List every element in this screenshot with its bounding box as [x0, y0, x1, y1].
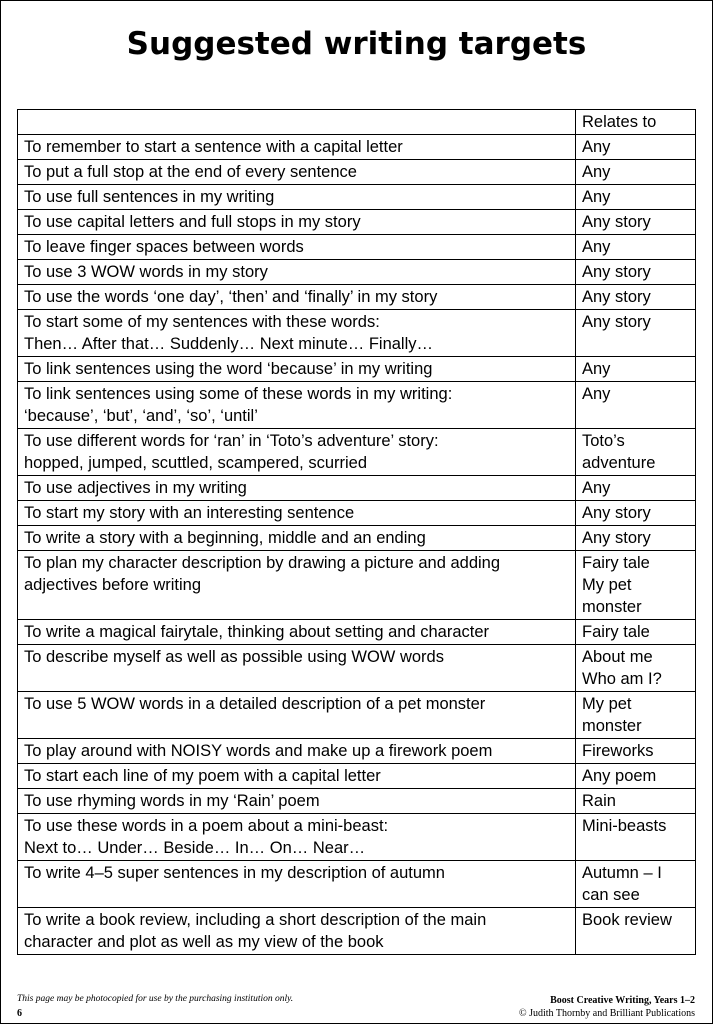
- target-description-cell: [18, 310, 576, 357]
- relates-to-cell: [576, 789, 696, 814]
- target-description-cell: [18, 429, 576, 476]
- target-description-text: To use full sentences in my writing: [24, 188, 275, 206]
- table-row: [18, 429, 696, 476]
- relates-to-text: Rain: [582, 792, 616, 810]
- relates-to-text: Book review: [582, 911, 672, 929]
- target-description-text: To use these words in a poem about a mini-beast:: [24, 817, 389, 835]
- relates-to-cell: [576, 210, 696, 235]
- relates-to-cell: [576, 692, 696, 739]
- table-row: [18, 285, 696, 310]
- relates-to-cell: [576, 135, 696, 160]
- relates-to-text: Any: [582, 163, 611, 181]
- target-description-text: To use the words ‘one day’, ‘then’ and ‘finally’ in my story: [24, 288, 438, 306]
- relates-to-cell: [576, 235, 696, 260]
- relates-to-cell: [576, 764, 696, 789]
- target-description-cell: [18, 135, 576, 160]
- relates-to-text: monster: [582, 598, 642, 616]
- relates-to-text: Any story: [582, 313, 651, 331]
- table-row: [18, 310, 696, 357]
- target-description-cell: [18, 861, 576, 908]
- header-cell-empty: [18, 110, 576, 135]
- relates-to-text: My pet: [582, 576, 632, 594]
- target-description-cell: [18, 908, 576, 955]
- table-row: [18, 551, 696, 620]
- relates-to-cell: [576, 551, 696, 620]
- target-description-text: To use 3 WOW words in my story: [24, 263, 268, 281]
- book-title: Boost Creative Writing, Years 1–2: [550, 995, 695, 1006]
- relates-to-cell: [576, 260, 696, 285]
- table-row: [18, 526, 696, 551]
- relates-to-text: Any: [582, 360, 611, 378]
- target-description-cell: [18, 551, 576, 620]
- target-description-text: To use adjectives in my writing: [24, 479, 247, 497]
- target-description-cell: [18, 235, 576, 260]
- target-description-text: To play around with NOISY words and make up a firework poem: [24, 742, 493, 760]
- page-number: 6: [17, 1008, 22, 1019]
- table-row: [18, 692, 696, 739]
- relates-to-text: Any story: [582, 504, 651, 522]
- target-description-cell: [18, 739, 576, 764]
- target-description-cell: [18, 501, 576, 526]
- table-row: [18, 160, 696, 185]
- relates-to-text: Any: [582, 238, 611, 256]
- target-description-text: To start my story with an interesting sentence: [24, 504, 355, 522]
- table-row: [18, 357, 696, 382]
- target-description-text: To use different words for ‘ran’ in ‘Toto’s adventure’ story:: [24, 432, 439, 450]
- target-description-text: To start each line of my poem with a capital letter: [24, 767, 381, 785]
- writing-targets-table: [17, 109, 696, 955]
- relates-to-text: adventure: [582, 454, 656, 472]
- target-description-cell: [18, 476, 576, 501]
- target-description-cell: [18, 285, 576, 310]
- relates-to-cell: [576, 645, 696, 692]
- relates-to-cell: [576, 310, 696, 357]
- target-description-cell: [18, 382, 576, 429]
- target-description-cell: [18, 789, 576, 814]
- target-description-cell: [18, 160, 576, 185]
- relates-to-cell: [576, 160, 696, 185]
- relates-to-cell: [576, 620, 696, 645]
- table-row: [18, 861, 696, 908]
- relates-to-text: Any: [582, 188, 611, 206]
- relates-to-text: monster: [582, 717, 642, 735]
- relates-to-text: Any story: [582, 529, 651, 547]
- target-description-cell: [18, 645, 576, 692]
- target-description-cell: [18, 764, 576, 789]
- relates-to-cell: [576, 861, 696, 908]
- target-description-text: To start some of my sentences with these words:: [24, 313, 380, 331]
- header-cell-relates-to: Relates to: [576, 110, 696, 135]
- relates-to-text: Any: [582, 385, 611, 403]
- relates-to-text: Toto’s: [582, 432, 625, 450]
- target-description-cell: [18, 210, 576, 235]
- relates-to-cell: [576, 526, 696, 551]
- table-row: [18, 135, 696, 160]
- target-description-cell: [18, 185, 576, 210]
- target-description-cell: [18, 526, 576, 551]
- target-description-text: hopped, jumped, scuttled, scampered, scurried: [24, 454, 368, 472]
- target-description-text: To link sentences using some of these words in my writing:: [24, 385, 453, 403]
- target-description-text: To write a book review, including a short description of the main: [24, 911, 487, 929]
- target-description-text: Next to… Under… Beside… In… On… Near…: [24, 839, 366, 857]
- target-description-text: To plan my character description by drawing a picture and adding: [24, 554, 501, 572]
- relates-to-cell: [576, 285, 696, 310]
- target-description-text: character and plot as well as my view of the book: [24, 933, 384, 951]
- target-description-text: To leave finger spaces between words: [24, 238, 304, 256]
- relates-to-text: My pet: [582, 695, 632, 713]
- relates-to-text: Fairy tale: [582, 623, 650, 641]
- table-row: [18, 382, 696, 429]
- photocopy-notice: This page may be photocopied for use by the purchasing institution only.: [17, 994, 294, 1004]
- target-description-text: To use rhyming words in my ‘Rain’ poem: [24, 792, 320, 810]
- relates-to-cell: [576, 476, 696, 501]
- table-row: [18, 789, 696, 814]
- copyright-line: © Judith Thornby and Brilliant Publications: [518, 1008, 695, 1019]
- relates-to-cell: [576, 814, 696, 861]
- table-header-row: [18, 110, 696, 135]
- relates-to-text: Any: [582, 138, 611, 156]
- target-description-text: To link sentences using the word ‘because’ in my writing: [24, 360, 433, 378]
- relates-to-cell: [576, 382, 696, 429]
- table-row: [18, 739, 696, 764]
- target-description-text: To use capital letters and full stops in my story: [24, 213, 361, 231]
- publication-credit: [519, 994, 695, 1020]
- table-row: [18, 620, 696, 645]
- target-description-cell: [18, 814, 576, 861]
- target-description-cell: [18, 692, 576, 739]
- relates-to-cell: [576, 739, 696, 764]
- target-description-text: To remember to start a sentence with a capital letter: [24, 138, 403, 156]
- table-row: [18, 814, 696, 861]
- relates-to-text: Autumn – I: [582, 864, 662, 882]
- relates-to-text: Who am I?: [582, 670, 662, 688]
- relates-to-cell: [576, 429, 696, 476]
- target-description-text: To describe myself as well as possible using WOW words: [24, 648, 444, 666]
- target-description-cell: [18, 260, 576, 285]
- target-description-text: To put a full stop at the end of every sentence: [24, 163, 357, 181]
- relates-to-cell: [576, 357, 696, 382]
- table-row: [18, 476, 696, 501]
- table-row: [18, 501, 696, 526]
- target-description-text: To use 5 WOW words in a detailed description of a pet monster: [24, 695, 486, 713]
- relates-to-cell: [576, 908, 696, 955]
- target-description-cell: [18, 357, 576, 382]
- relates-to-text: Any story: [582, 213, 651, 231]
- table-row: [18, 235, 696, 260]
- table-row: [18, 260, 696, 285]
- table-row: [18, 908, 696, 955]
- target-description-text: adjectives before writing: [24, 576, 202, 594]
- relates-to-text: Fairy tale: [582, 554, 650, 572]
- relates-to-text: About me: [582, 648, 653, 666]
- relates-to-cell: [576, 185, 696, 210]
- table-row: [18, 185, 696, 210]
- target-description-text: Then… After that… Suddenly… Next minute… Finally…: [24, 335, 434, 353]
- relates-to-text: Any story: [582, 263, 651, 281]
- target-description-text: To write a magical fairytale, thinking about setting and character: [24, 623, 489, 641]
- relates-to-text: Fireworks: [582, 742, 654, 760]
- relates-to-text: Any poem: [582, 767, 657, 785]
- table-row: [18, 645, 696, 692]
- target-description-text: To write 4–5 super sentences in my description of autumn: [24, 864, 445, 882]
- relates-to-cell: [576, 501, 696, 526]
- target-description-text: ‘because’, ‘but’, ‘and’, ‘so’, ‘until’: [24, 407, 258, 425]
- table-row: [18, 210, 696, 235]
- relates-to-text: can see: [582, 886, 640, 904]
- relates-to-text: Any story: [582, 288, 651, 306]
- target-description-text: To write a story with a beginning, middle and an ending: [24, 529, 426, 547]
- relates-to-text: Any: [582, 479, 611, 497]
- target-description-cell: [18, 620, 576, 645]
- page-title: Suggested writing targets: [126, 26, 587, 62]
- relates-to-text: Mini-beasts: [582, 817, 667, 835]
- table-row: [18, 764, 696, 789]
